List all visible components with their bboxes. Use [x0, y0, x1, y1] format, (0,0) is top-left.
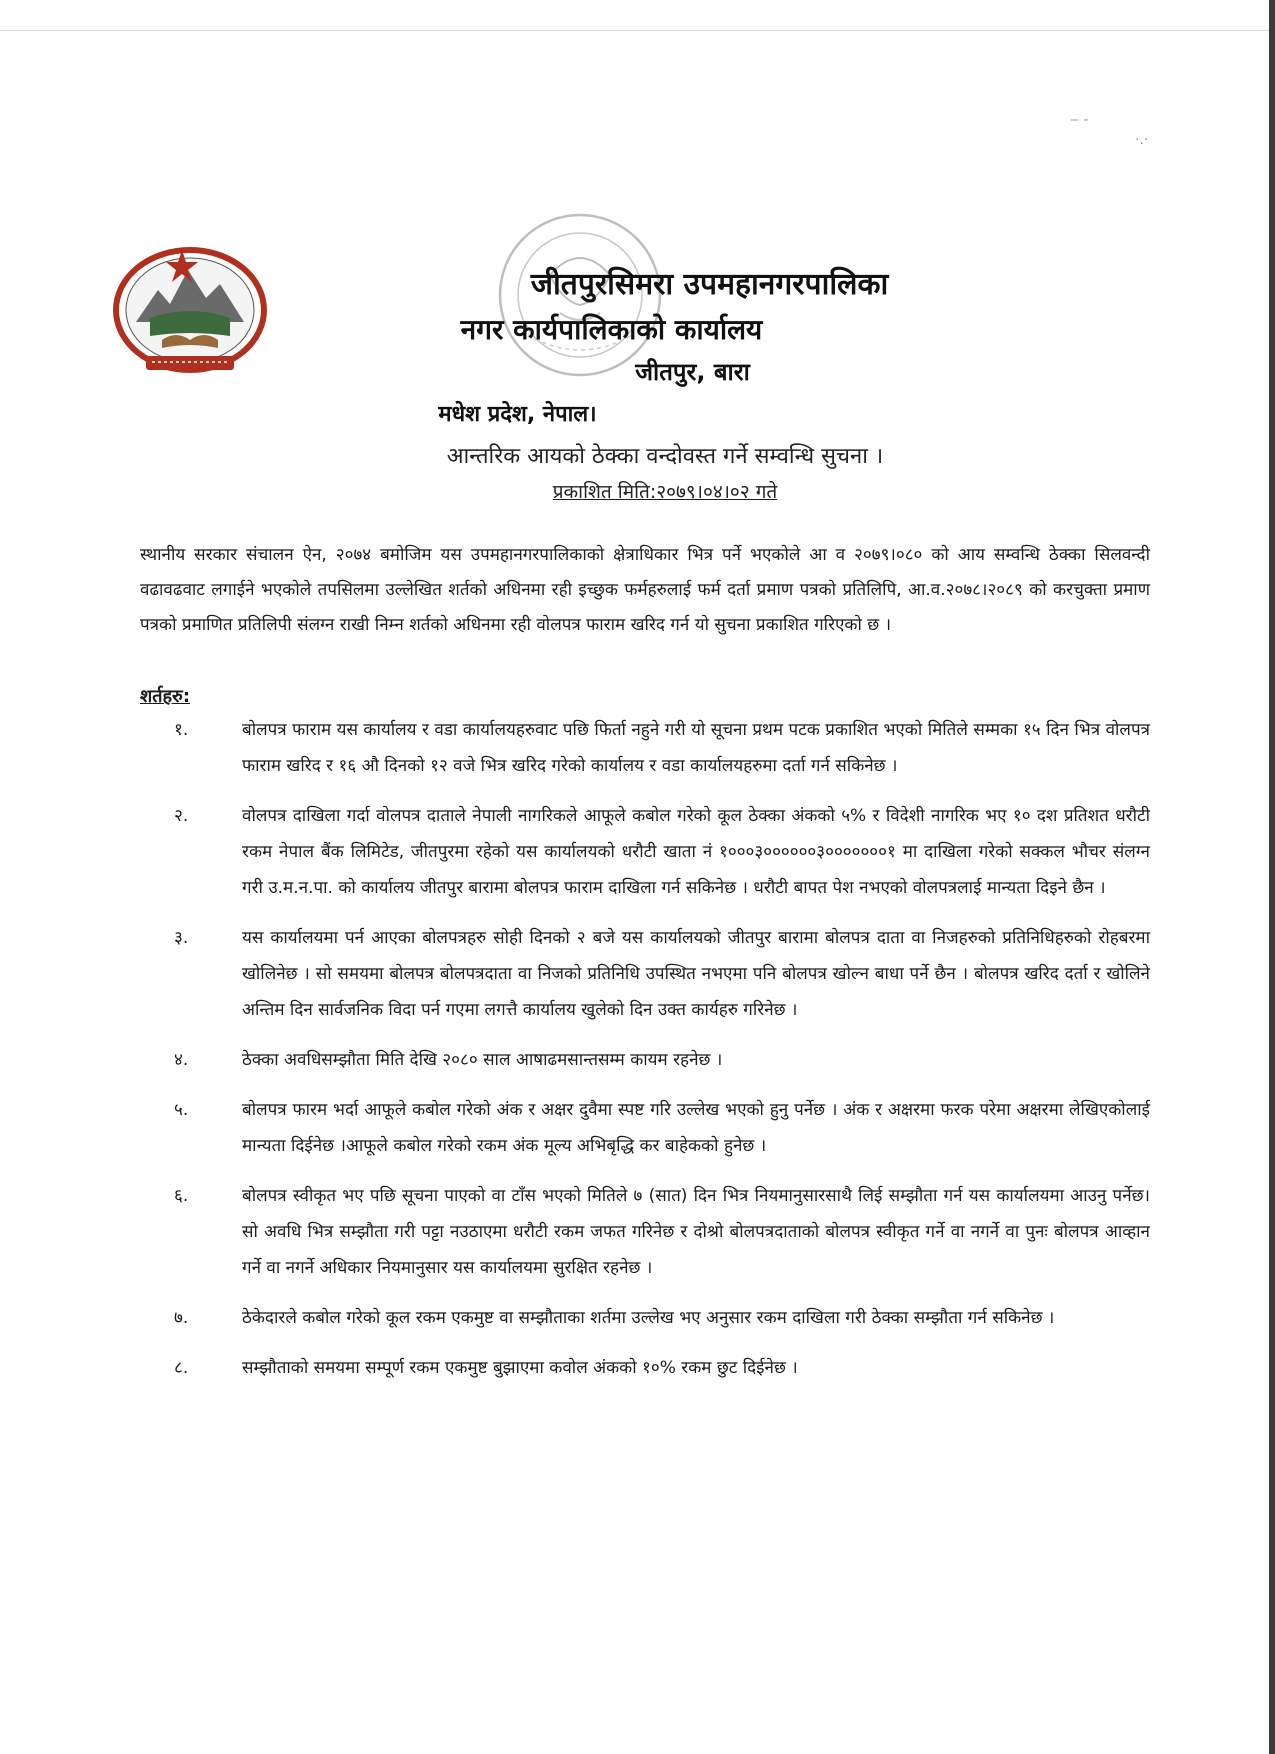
term-text: बोलपत्र स्वीकृत भए पछि सूचना पाएको वा टाँस भएको मितिले ७ (सात) दिन भित्र नियमानुसारसाथै लिई सम्झौता गर्न यस कार्यालयमा आउनु पर्नेछ। सो अवधि भित्र सम्झौता गरी पट्टा नउठाएमा धरौटी रकम जफत गरिनेछ र दोश्रो बोलपत्रदाताको बोलपत्र स्वीकृत गर्ने वा नगर्ने वा पुनः बोलपत्र आव्हान गर्ने वा नगर्ने अधिकार नियमानुसार यस कार्यालयमा सुरक्षित रहनेछ । — [242, 1186, 1150, 1278]
province-line: मधेश प्रदेश, नेपाल। — [438, 402, 597, 427]
term-text: ठेक्का अवधिसम्झौता मिति देखि २०८० साल आषाढमसान्तसम्म कायम रहनेछ । — [242, 1050, 723, 1070]
term-text: यस कार्यालयमा पर्न आएका बोलपत्रहरु सोही दिनको २ बजे यस कार्यालयको जीतपुर बारामा बोलपत्र दाता वा निजहरुको प्रतिनिधिहरुको रोहबरमा खोलिनेछ । सो समयमा बोलपत्र बोलपत्रदाता वा निजको प्रतिनिधि उपस्थित नभएमा पनि बोलपत्र खोल्न बाधा पर्ने छैन । बोलपत्र खरिद दर्ता र खोलिने अन्तिम दिन सार्वजनिक विदा पर्न गएमा लगत्तै कार्यालय खुलेको दिन उक्त कार्यहरु गरिनेछ । — [242, 928, 1150, 1020]
intro-paragraph: स्थानीय सरकार संचालन ऐन, २०७४ बमोजिम यस उपमहानगरपालिकाको क्षेत्राधिकार भित्र पर्ने भएकोले आ व २०७९।०८० को आय सम्वन्धि ठेक्का सिलवन्दी वढावढवाट लगाईने भएकोले तपसिलमा उल्लेखित शर्तको अधिनमा रही इच्छुक फर्महरुलाई फर्म दर्ता प्रमाण पत्रको प्रतिलिपि, आ.व.२०७८।२०८९ को करचुक्ता प्रमाण पत्रको प्रमाणित प्रतिलिपी संलग्न राखी निम्न शर्तको अधिनमा रही वोलपत्र फाराम खरिद गर्न यो सुचना प्रकाशित गरिएको छ । — [140, 545, 1150, 635]
term-item — [140, 1350, 1150, 1386]
term-item — [140, 1300, 1150, 1336]
term-number: २. — [174, 806, 189, 826]
term-text: बोलपत्र फारम भर्दा आफूले कबोल गरेको अंक र अक्षर दुवैमा स्पष्ट गरि उल्लेख भएको हुनु पर्नेछ । अंक र अक्षरमा फरक परेमा अक्षरमा लेखिएकोलाई मान्यता दिईनेछ ।आफूले कबोल गरेको रकम अंक मूल्य अभिबृद्धि कर बाहेकको हुनेछ । — [242, 1100, 1150, 1156]
scan-speck: ·.· — [1135, 132, 1149, 148]
term-text: वोलपत्र दाखिला गर्दा वोलपत्र दाताले नेपाली नागरिकले आफूले कबोल गरेको कूल ठेक्का अंकको ५% र विदेशी नागरिक भए १० दश प्रतिशत धरौटी रकम नेपाल बैंक लिमिटेड, जीतपुरमा रहेको यस कार्यालयको धरौटी खाता नं १०००३००००००३०००००००१ मा दाखिला गरेको सक्कल भौचर संलग्न गरी उ.म.न.पा. को कार्यालय जीतपुर बारामा बोलपत्र फाराम दाखिला गर्न सकिनेछ । धरौटी बापत पेश नभएको वोलपत्रलाई मान्यता दिइने छैन । — [242, 806, 1150, 898]
office-location-line: जीतपुर, बारा — [635, 358, 750, 386]
notice-subject: आन्तरिक आयको ठेक्का वन्दोवस्त गर्ने सम्वन्धि सुचना । — [446, 444, 884, 469]
term-number: ८. — [174, 1358, 189, 1378]
term-text: बोलपत्र फाराम यस कार्यालय र वडा कार्यालयहरुवाट पछि फिर्ता नहुने गरी यो सूचना प्रथम पटक प्रकाशित भएको मितिले सम्मका १५ दिन भित्र वोलपत्र फाराम खरिद र १६ औ दिनको १२ वजे भित्र खरिद गरेको कार्यालय र वडा कार्यालयहरुमा दर्ता गर्न सकिनेछ । — [242, 720, 1150, 776]
scan-edge-line — [0, 30, 1275, 31]
term-item — [140, 1092, 1150, 1164]
office-title-line2: नगर कार्यपालिकाको कार्यालय — [460, 313, 763, 346]
scan-speck: ‒ - — [1070, 112, 1089, 128]
terms-list — [140, 712, 1150, 1400]
office-title-line1: जीतपुरसिमरा उपमहानगरपालिका — [530, 267, 889, 302]
term-number: ७. — [174, 1308, 189, 1328]
term-text: ठेकेदारले कबोल गरेको कूल रकम एकमुष्ट वा सम्झौताका शर्तमा उल्लेख भए अनुसार रकम दाखिला गरी ठेक्का सम्झौता गर्न सकिनेछ । — [242, 1308, 1055, 1328]
term-number: १. — [174, 720, 189, 740]
published-date-text: प्रकाशित मिति:२०७९।०४।०२ गते — [552, 481, 778, 503]
term-item — [140, 920, 1150, 1028]
term-item — [140, 1042, 1150, 1078]
published-date — [0, 478, 1275, 504]
term-item — [140, 1178, 1150, 1286]
term-number: ५. — [174, 1100, 189, 1120]
term-item — [140, 798, 1150, 906]
term-number: ६. — [174, 1186, 189, 1206]
term-number: ३. — [174, 928, 189, 948]
terms-heading: शर्तहरु: — [140, 686, 191, 707]
term-number: ४. — [174, 1050, 189, 1070]
term-item — [140, 712, 1150, 784]
term-text: सम्झौताको समयमा सम्पूर्ण रकम एकमुष्ट बुझाएमा कवोल अंकको १०% रकम छुट दिईनेछ । — [242, 1358, 798, 1378]
